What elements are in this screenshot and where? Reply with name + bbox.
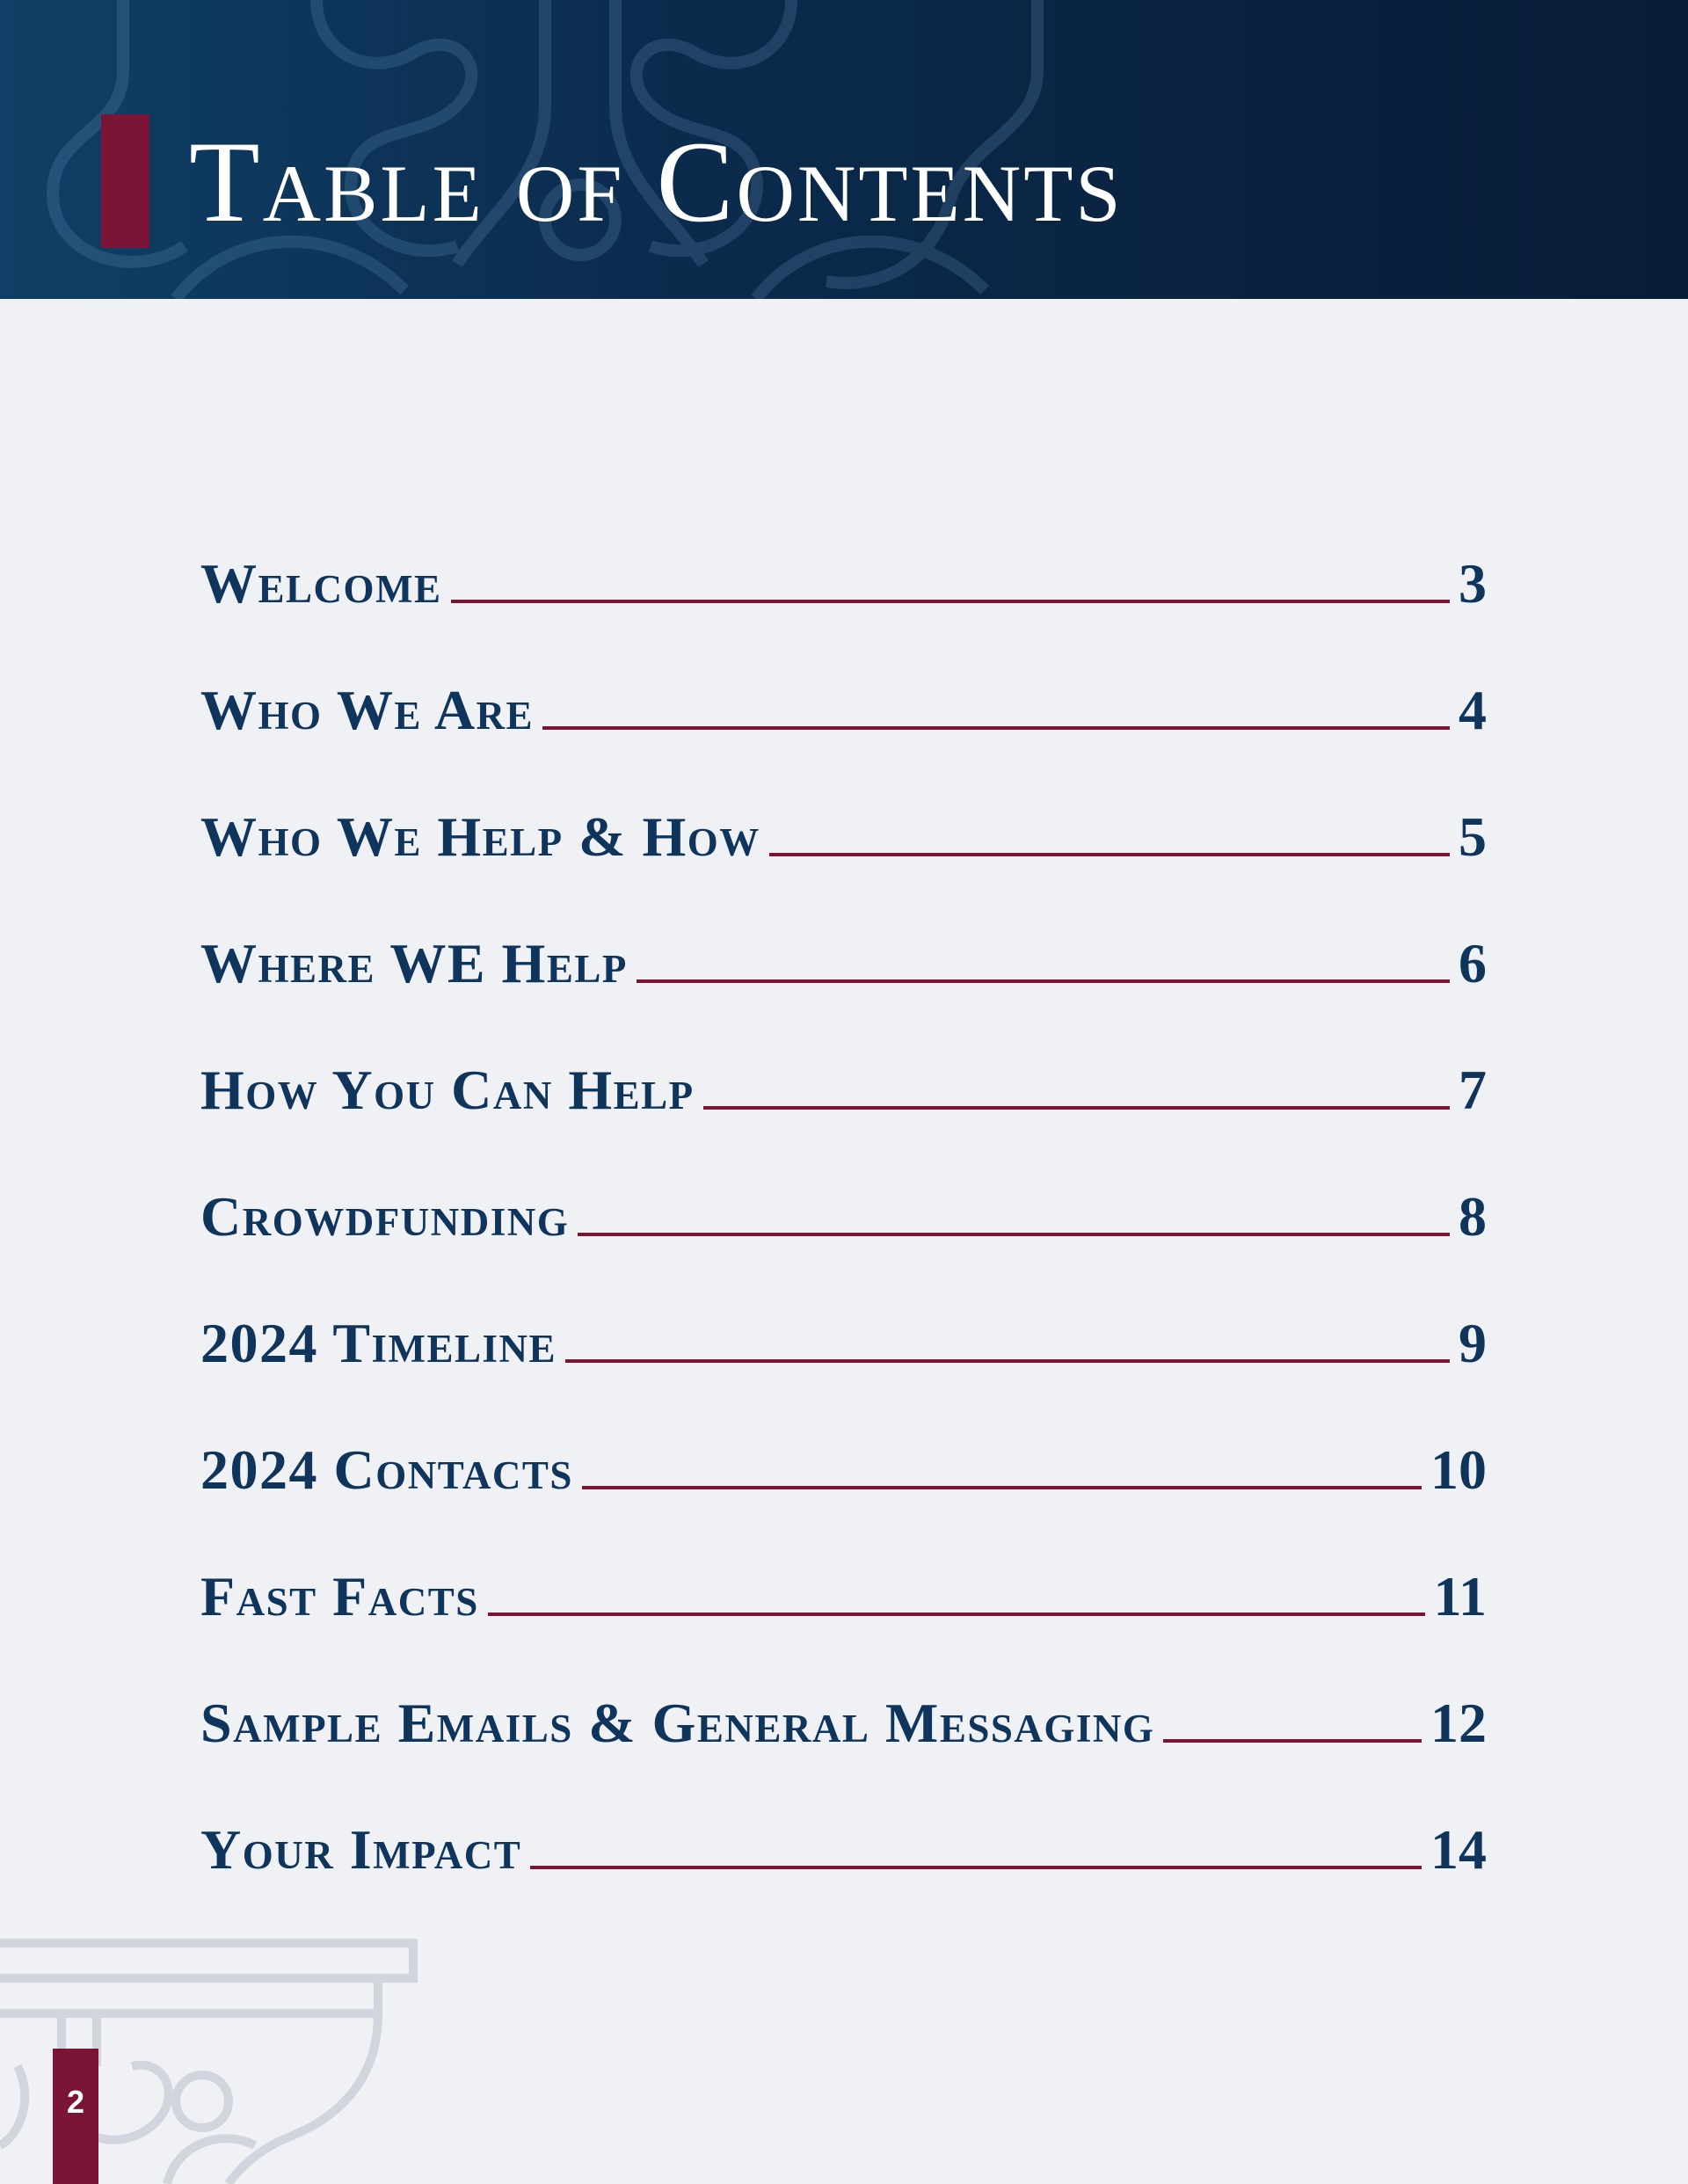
toc-entry-page: 10 — [1430, 1438, 1487, 1501]
toc-entry[interactable] — [200, 1405, 1487, 1532]
toc-entry[interactable] — [200, 1025, 1487, 1152]
toc-entry-page: 8 — [1459, 1185, 1487, 1248]
toc-entry[interactable] — [200, 899, 1487, 1025]
toc-leader-line — [769, 853, 1450, 856]
toc-entry[interactable] — [200, 1532, 1487, 1658]
toc-leader-line — [542, 726, 1450, 730]
toc-leader-line — [578, 1233, 1450, 1236]
page-title: Table of Contents — [189, 117, 1124, 246]
toc-leader-line — [488, 1613, 1425, 1616]
page-number-badge — [53, 2049, 98, 2184]
toc-entry[interactable] — [200, 772, 1487, 899]
toc-entry-page: 4 — [1459, 679, 1487, 741]
toc-leader-line — [637, 979, 1450, 983]
toc-leader-line — [565, 1359, 1450, 1363]
toc-entry-page: 14 — [1430, 1818, 1487, 1881]
toc-entry-label: Crowdfunding — [200, 1185, 570, 1248]
toc-entry-label: How You Can Help — [200, 1059, 695, 1121]
toc-entry-page: 11 — [1433, 1565, 1487, 1627]
toc-entry[interactable] — [200, 1785, 1487, 1911]
title-accent-bar — [101, 114, 149, 248]
toc-entry-label: 2024 Contacts — [200, 1438, 573, 1501]
toc-leader-line — [582, 1486, 1422, 1489]
toc-entry-label: Who We Are — [200, 679, 535, 741]
toc-entry-page: 5 — [1459, 805, 1487, 868]
toc-entry[interactable] — [200, 1278, 1487, 1405]
toc-leader-line — [451, 600, 1450, 603]
toc-leader-line — [1163, 1739, 1422, 1743]
toc-entry-label: 2024 Timeline — [200, 1312, 557, 1374]
toc-entry-page: 9 — [1459, 1312, 1487, 1374]
toc-entry-page: 12 — [1430, 1692, 1487, 1754]
page-header — [0, 0, 1688, 299]
table-of-contents — [200, 519, 1487, 1911]
toc-entry-page: 6 — [1459, 932, 1487, 994]
toc-entry[interactable] — [200, 645, 1487, 772]
toc-entry-label: Welcome — [200, 552, 442, 615]
toc-entry[interactable] — [200, 1152, 1487, 1278]
toc-entry-label: Sample Emails & General Messaging — [200, 1692, 1155, 1754]
toc-entry-page: 7 — [1459, 1059, 1487, 1121]
toc-entry[interactable] — [200, 1658, 1487, 1785]
toc-leader-line — [703, 1106, 1450, 1110]
toc-entry-label: Your Impact — [200, 1818, 522, 1881]
toc-leader-line — [530, 1866, 1422, 1869]
page-number: 2 — [66, 2084, 85, 2120]
toc-entry-label: Who We Help & How — [200, 805, 760, 868]
toc-entry[interactable] — [200, 519, 1487, 645]
toc-entry-page: 3 — [1459, 552, 1487, 615]
toc-entry-label: Fast Facts — [200, 1565, 479, 1627]
toc-entry-label: Where WE Help — [200, 932, 628, 994]
